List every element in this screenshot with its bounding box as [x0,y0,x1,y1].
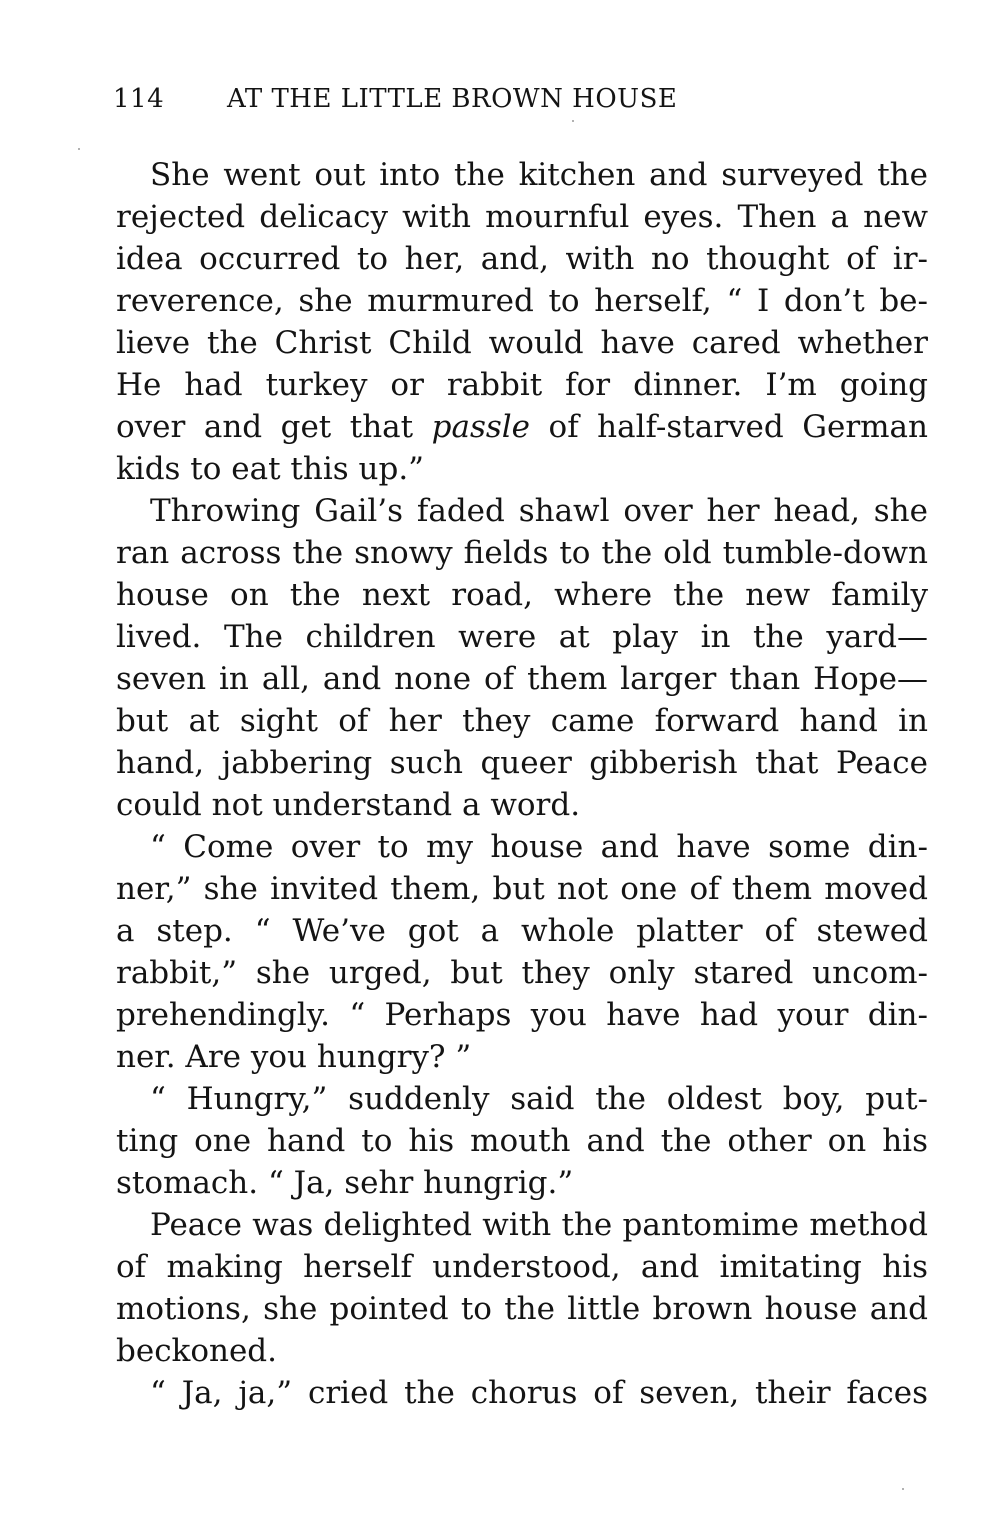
text-line: ner. Are you hungry? ” [116,1039,472,1075]
text-line: beckoned. [116,1333,278,1369]
running-header [113,84,813,118]
text-line: “ Hungry,” suddenly said the oldest boy, put- [150,1081,928,1117]
text-line: but at sight of her they came forward hand in [116,703,928,739]
text-line: seven in all, and none of them larger than Hope— [116,661,928,697]
scan-speck [78,148,80,150]
text-line: He had turkey or rabbit for dinner. I’m going [116,367,928,403]
text-line: a step. “ We’ve got a whole platter of stewed [116,913,928,949]
text-line: reverence, she murmured to herself, “ I don’t be- [116,283,928,319]
text-line: She went out into the kitchen and surveyed the [150,157,928,193]
text-line: of making herself understood, and imitating his [116,1249,928,1285]
text-line: idea occurred to her, and, with no thought of ir- [116,241,928,277]
text-line: rabbit,” she urged, but they only stared uncom- [116,955,928,991]
text-line: motions, she pointed to the little brown house and [116,1291,928,1327]
text-line: prehendingly. “ Perhaps you have had your din- [116,997,928,1033]
text-line: ner,” she invited them, but not one of them moved [116,871,928,907]
text-line: Throwing Gail’s faded shawl over her head, she [150,493,928,529]
text-line: Peace was delighted with the pantomime method [150,1207,928,1243]
text-run: of half-starved German [530,409,928,445]
text-line: could not understand a word. [116,787,581,823]
text-line: lieve the Christ Child would have cared whether [116,325,928,361]
text-line: kids to eat this up.” [116,451,425,487]
text-line: ting one hand to his mouth and the other on his [116,1123,928,1159]
text-line: stomach. “ Ja, sehr hungrig.” [116,1165,574,1201]
text-line: house on the next road, where the new family [116,577,928,613]
text-line [116,406,928,448]
text-line: “ Come over to my house and have some din- [150,829,928,865]
text-line: hand, jabbering such queer gibberish that Peace [116,745,928,781]
body-text [116,154,928,1414]
scan-speck [902,1488,904,1490]
running-title: AT THE LITTLE BROWN HOUSE [227,84,678,114]
scan-speck [572,120,574,122]
text-run: over and get that [116,409,432,445]
text-line: “ Ja, ja,” cried the chorus of seven, their faces [150,1375,928,1411]
text-line: lived. The children were at play in the yard— [116,619,928,655]
text-line: ran across the snowy fields to the old tumble-down [116,535,928,571]
italic-word: passle [431,409,531,445]
text-line: rejected delicacy with mournful eyes. Then a new [116,199,928,235]
page-number: 114 [113,84,165,114]
